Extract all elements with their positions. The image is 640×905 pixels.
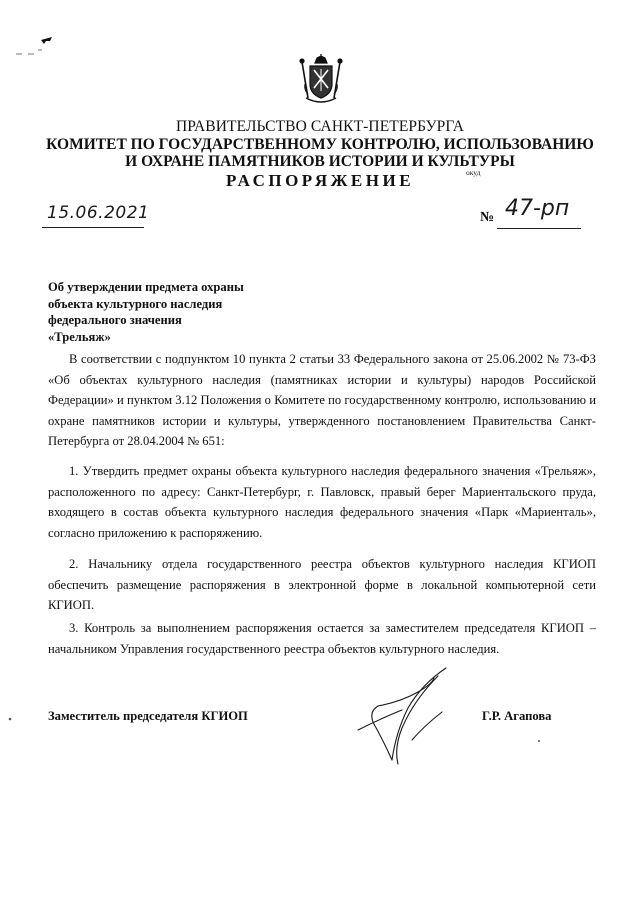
scan-mark-left <box>6 716 14 722</box>
scan-mark-right <box>535 738 543 744</box>
number-underline <box>497 227 581 229</box>
committee-name-line1: КОМИТЕТ ПО ГОСУДАРСТВЕННОМУ КОНТРОЛЮ, ИСПОЛЬЗОВАНИЮ <box>46 136 594 153</box>
handwritten-signature <box>352 662 462 768</box>
document-subject <box>48 279 244 345</box>
subject-line: объекта культурного наследия <box>48 296 223 311</box>
paragraph-text: 3. Контроль за выполнением распоряжения остается за заместителем председателя КГИОП – начальником Управления государственного реестра объектов культурного наследия. <box>48 621 596 656</box>
subject-line: Об утверждении предмета охраны <box>48 280 244 294</box>
signatory-title: Заместитель председателя КГИОП <box>48 709 248 723</box>
subject-line: федерального значения <box>48 313 182 327</box>
document-type-title: РАСПОРЯЖЕНИЕ <box>225 171 415 190</box>
coat-of-arms-emblem <box>298 54 344 106</box>
committee-name-line2: И ОХРАНЕ ПАМЯТНИКОВ ИСТОРИИ И КУЛЬТУРЫ <box>125 153 515 170</box>
paragraph-text: В соответствии с подпунктом 10 пункта 2 статьи 33 Федерального закона от 25.06.2002 № 73-ФЗ «Об объектах культурного наследия (памятниках истории и культуры) народов Российской Федерации» и пунктом 3.12 Положения о Комитете по государственному контролю, использованию и охране памятников истории и культуры, утвержденного постановлением Правительства Санкт-Петербурга от 28.04.2004 № 651: <box>48 352 596 448</box>
body-paragraph-item-1 <box>48 461 596 543</box>
subject-line: «Трельяж» <box>48 329 111 344</box>
body-paragraph-preamble <box>48 349 596 452</box>
date-underline <box>42 226 144 228</box>
paragraph-text: 2. Начальнику отдела государственного реестра объектов культурного наследия КГИОП обеспечить размещение распоряжения в электронной форме в локальной компьютерной сети КГИОП. <box>48 557 596 612</box>
okud-label: окуд <box>466 168 481 177</box>
body-paragraph-item-2 <box>48 554 596 616</box>
signatory-name: Г.Р. Агапова <box>482 709 552 723</box>
government-title: ПРАВИТЕЛЬСТВО САНКТ-ПЕТЕРБУРГА <box>175 118 465 135</box>
document-number: 47-рп <box>505 196 570 221</box>
document-date: 15.06.2021 <box>47 203 150 223</box>
scan-mark-top-left <box>8 30 58 60</box>
paragraph-text: 1. Утвердить предмет охраны объекта культурного наследия федерального значения «Трельяж», расположенного по адресу: Санкт-Петербург, г. Павловск, правый берег Мариентальского пруда, входящего в состав объекта культурного наследия федерального значения «Парк «Мариенталь», согласно приложению к распоряжению. <box>48 464 596 540</box>
number-sign: № <box>480 210 495 225</box>
body-paragraph-item-3 <box>48 618 596 659</box>
